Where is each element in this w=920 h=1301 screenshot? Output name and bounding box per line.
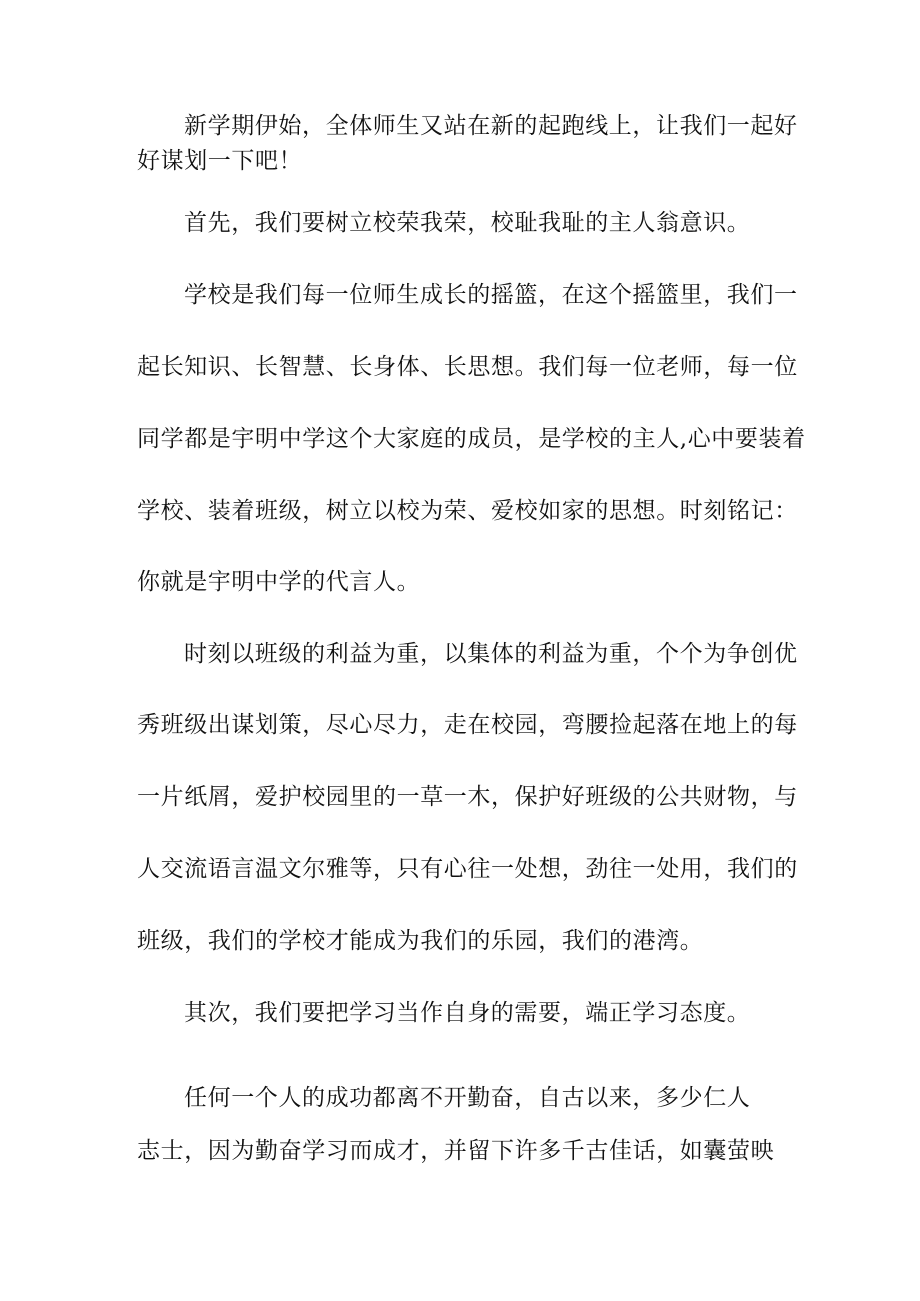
text-line-2: 好谋划一下吧！ xyxy=(137,148,303,174)
text-line-8: 你就是宇明中学的代言人。 xyxy=(137,569,421,595)
text-line-16: 志士，因为勤奋学习而成才，并留下许多千古佳话，如囊萤映 xyxy=(137,1138,775,1164)
text-line-4: 学校是我们每一位师生成长的摇篮，在这个摇篮里，我们一 xyxy=(184,282,798,308)
text-line-6: 同学都是宇明中学这个大家庭的成员，是学校的主人,心中要装着 xyxy=(137,426,806,452)
text-line-11: 一片纸屑，爱护校园里的一草一木，保护好班级的公共财物，与 xyxy=(137,784,798,810)
text-line-14: 其次，我们要把学习当作自身的需要，端正学习态度。 xyxy=(184,1000,751,1026)
text-line-5: 起长知识、长智慧、长身体、长思想。我们每一位老师，每一位 xyxy=(137,354,798,380)
text-line-7: 学校、装着班级，树立以校为荣、爱校如家的思想。时刻铭记： xyxy=(137,498,798,524)
text-line-3: 首先，我们要树立校荣我荣，校耻我耻的主人翁意识。 xyxy=(184,210,751,236)
text-line-1: 新学期伊始，全体师生又站在新的起跑线上，让我们一起好 xyxy=(184,113,798,139)
text-line-15: 任何一个人的成功都离不开勤奋，自古以来，多少仁人 xyxy=(184,1085,751,1111)
text-line-9: 时刻以班级的利益为重，以集体的利益为重，个个为争创优 xyxy=(184,641,798,667)
text-line-13: 班级，我们的学校才能成为我们的乐园，我们的港湾。 xyxy=(137,928,704,954)
text-line-12: 人交流语言温文尔雅等，只有心往一处想，劲往一处用，我们的 xyxy=(137,856,798,882)
text-line-10: 秀班级出谋划策，尽心尽力，走在校园，弯腰捡起落在地上的每 xyxy=(137,712,798,738)
